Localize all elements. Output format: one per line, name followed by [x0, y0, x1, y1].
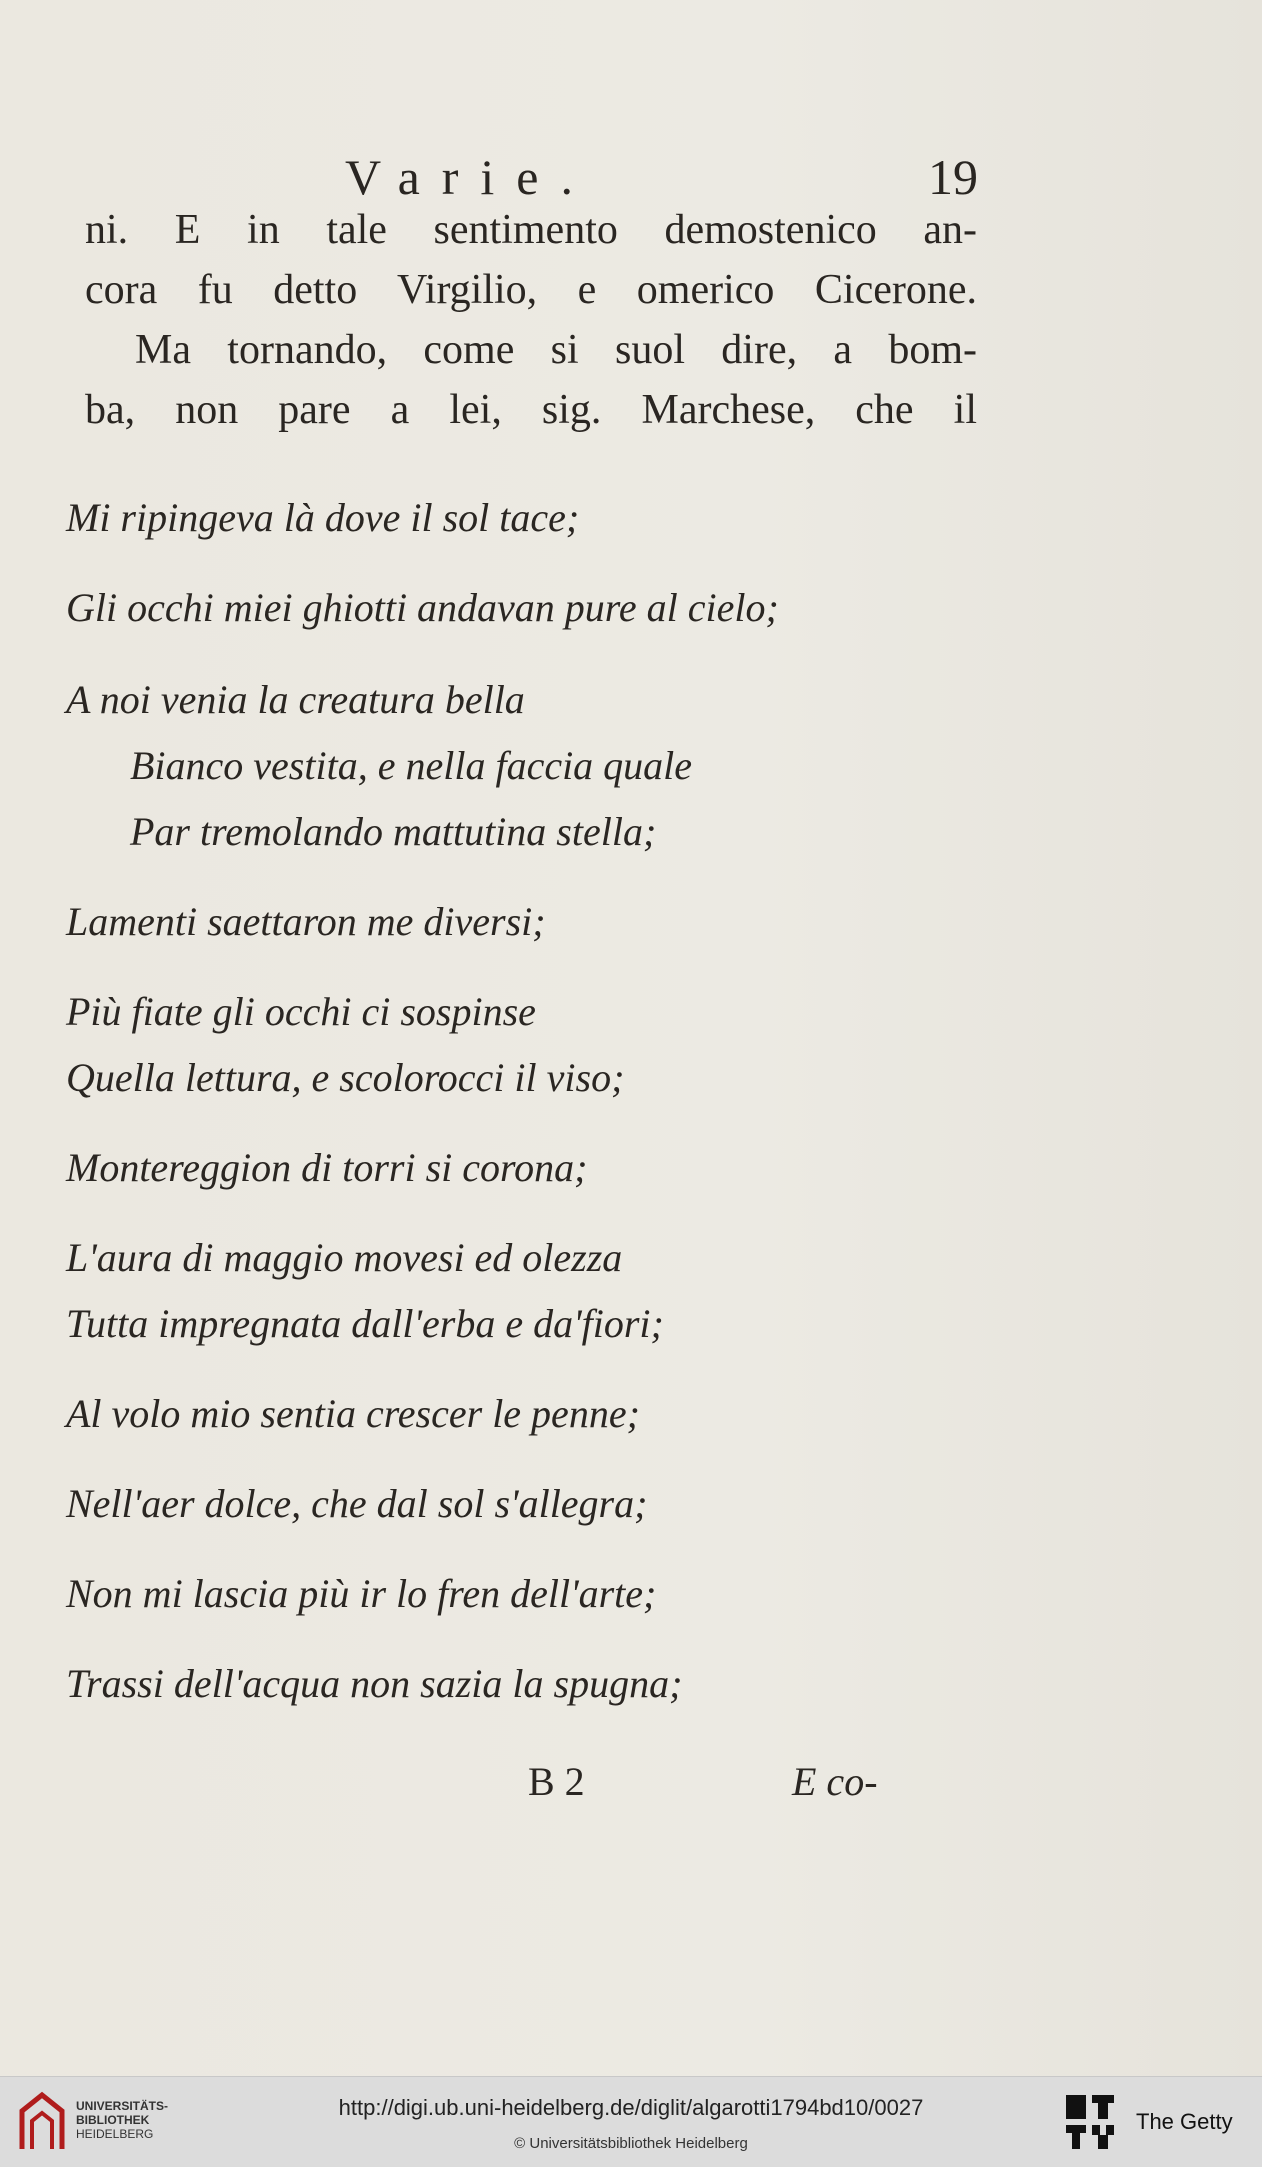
- page-number: 19: [928, 149, 978, 205]
- prose-line: cora fu detto Virgilio, e omerico Cicerone.: [85, 267, 977, 313]
- permalink-url[interactable]: http://digi.ub.uni-heidelberg.de/diglit/algarotti1794bd10/0027: [338, 2095, 924, 2120]
- getty-label: The Getty: [1136, 2109, 1233, 2134]
- verse-line: Al volo mio sentia crescer le penne;: [66, 1391, 640, 1436]
- verse-line: Più fiate gli occhi ci sospinse: [66, 989, 536, 1034]
- signature-mark: B 2: [528, 1759, 585, 1804]
- verse-line: Montereggion di torri si corona;: [66, 1145, 588, 1190]
- prose-line: ba, non pare a lei, sig. Marchese, che il: [85, 387, 977, 433]
- viewer-footer-bar: [0, 2076, 1262, 2167]
- prose-paragraph: [85, 200, 977, 440]
- verse-line: Tutta impregnata dall'erba e da'fiori;: [66, 1301, 664, 1346]
- verse-line: Par tremolando mattutina stella;: [130, 809, 657, 854]
- prose-line: ni. E in tale sentimento demostenico an-: [85, 207, 977, 253]
- getty-logo-icon[interactable]: [1062, 2091, 1118, 2151]
- verse-line: Gli occhi miei ghiotti andavan pure al cielo;: [66, 585, 779, 630]
- running-header: [0, 148, 1262, 208]
- verse-line: L'aura di maggio movesi ed olezza: [66, 1235, 623, 1280]
- verse-line: Non mi lascia più ir lo fren dell'arte;: [66, 1571, 657, 1616]
- verse-line: Mi ripingeva là dove il sol tace;: [66, 495, 580, 540]
- library-name-line: BIBLIOTHEK: [76, 2113, 150, 2127]
- catchword: E co-: [792, 1759, 878, 1804]
- verse-line: Trassi dell'acqua non sazia la spugna;: [66, 1661, 683, 1706]
- prose-line: Ma tornando, come si suol dire, a bom-: [135, 327, 977, 373]
- library-name-line: UNIVERSITÄTS-: [76, 2099, 169, 2113]
- verse-line: Nell'aer dolce, che dal sol s'allegra;: [66, 1481, 648, 1526]
- verse-line: A noi venia la creatura bella: [66, 677, 525, 722]
- running-title: Varie.: [345, 149, 595, 205]
- copyright-notice: © Universitätsbibliothek Heidelberg: [514, 2135, 748, 2152]
- library-name-line: HEIDELBERG: [76, 2127, 154, 2141]
- verse-line: Lamenti saettaron me diversi;: [66, 899, 546, 944]
- verse-line: Bianco vestita, e nella faccia quale: [130, 743, 693, 788]
- verse-line: Quella lettura, e scolorocci il viso;: [66, 1055, 625, 1100]
